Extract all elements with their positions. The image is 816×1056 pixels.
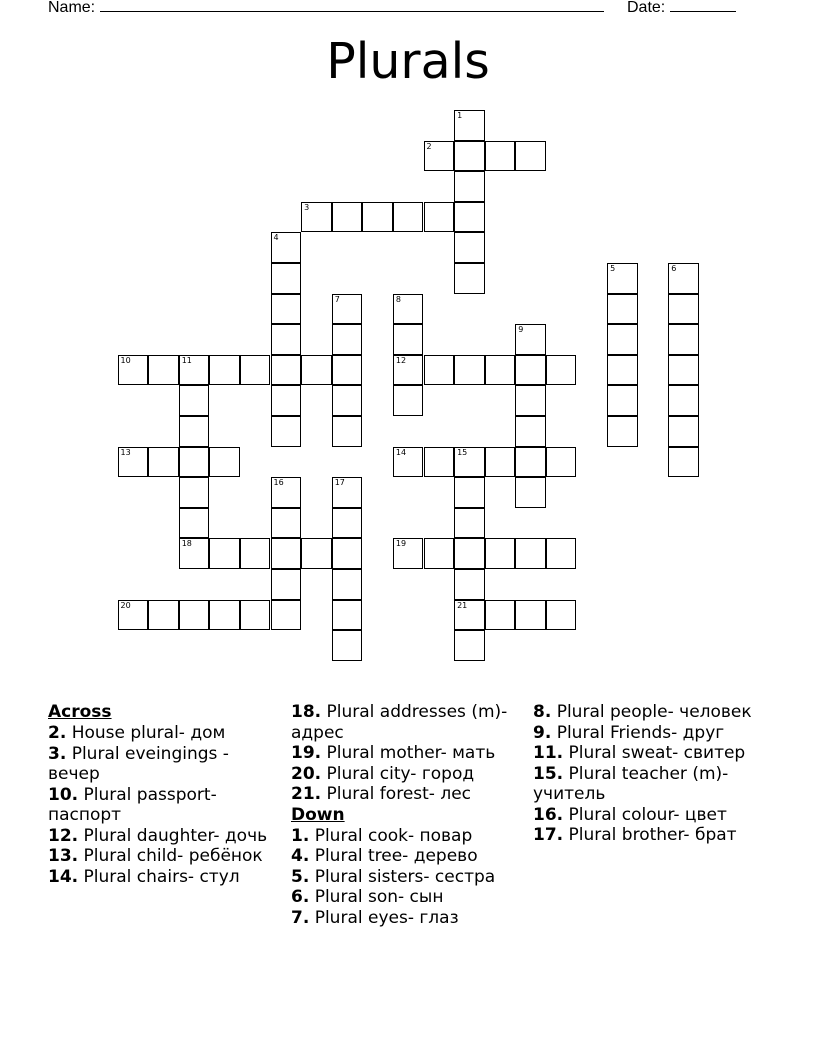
clue-number: 15 [457,447,468,457]
crossword-cell[interactable] [393,385,424,416]
crossword-cell[interactable] [393,538,424,569]
clue-number: 5 [610,264,616,273]
clue-number: 18 [181,539,192,549]
down-clues-column-3 [533,702,765,846]
crossword-cell[interactable] [485,355,516,386]
crossword-cell[interactable] [118,447,149,478]
clue-number: 15. [533,763,564,784]
crossword-cell[interactable] [607,294,638,325]
crossword-cell[interactable] [271,232,302,263]
clue-number: 20. [291,763,322,784]
crossword-cell[interactable] [332,569,363,600]
crossword-cell[interactable] [148,600,179,631]
crossword-cell[interactable] [332,600,363,631]
across-clue [291,743,523,764]
crossword-cell[interactable] [424,141,455,172]
across-clue [48,744,280,785]
crossword-cell[interactable] [271,477,302,508]
clue-number: 4. [291,846,310,866]
crossword-cell[interactable] [209,538,240,569]
crossword-cell[interactable] [607,416,638,447]
crossword-cell[interactable] [454,141,485,172]
crossword-cell[interactable] [607,263,638,294]
clue-text: Plural mother- мать [321,743,496,763]
clue-number: 19 [395,539,407,549]
crossword-cell[interactable] [271,324,302,355]
crossword-cell[interactable] [118,355,149,386]
clue-number: 18. [291,702,322,722]
crossword-cell[interactable] [240,600,271,631]
crossword-cell[interactable] [393,355,424,386]
crossword-cell[interactable] [515,600,546,631]
across-clue [291,764,523,785]
crossword-cell[interactable] [301,202,332,233]
crossword-cell[interactable] [668,355,699,386]
crossword-cell[interactable] [179,416,210,447]
crossword-cell[interactable] [179,385,210,416]
name-label: Name: [48,0,96,16]
clue-number: 12 [395,355,407,365]
clue-number: 21 [457,600,468,610]
clue-number: 16 [273,478,284,488]
crossword-cell[interactable] [393,202,424,233]
crossword-cell[interactable] [362,202,393,233]
down-clue [291,846,523,867]
crossword-cell[interactable] [515,447,546,478]
clue-number: 5. [291,866,310,887]
crossword-cell[interactable] [209,600,240,631]
crossword-cell[interactable] [454,630,485,661]
clue-number: 11. [533,743,564,763]
clue-number: 17. [533,825,564,845]
crossword-cell[interactable] [454,355,485,386]
crossword-cell[interactable] [454,202,485,233]
clue-number: 16. [533,804,564,825]
down-clue [291,867,523,888]
across-clue [48,846,280,867]
crossword-cell[interactable] [332,202,363,233]
clue-number: 14 [395,447,407,457]
clue-number: 3. [48,743,67,764]
crossword-cell[interactable] [515,416,546,447]
clue-text: Plural passport- паспорт [48,784,217,825]
across-clue [291,784,523,805]
date-label: Date: [627,0,666,16]
clue-number: 13 [120,447,131,457]
crossword-cell[interactable] [485,600,516,631]
crossword-cell[interactable] [424,355,455,386]
clue-number: 1. [291,825,310,846]
crossword-cell[interactable] [332,416,363,447]
across-clue [48,867,280,888]
clue-text: Plural child- ребёнок [78,846,263,866]
down-clue [533,723,765,744]
clue-text: Plural eveingings - вечер [48,743,229,784]
crossword-cell[interactable] [424,538,455,569]
clue-text: Plural brother- брат [563,825,737,845]
crossword-cell[interactable] [271,355,302,386]
clue-text: Plural daughter- дочь [78,825,268,846]
crossword-cell[interactable] [271,600,302,631]
crossword-cell[interactable] [668,294,699,325]
clue-number: 9 [518,325,524,335]
across-heading: Across [48,702,112,722]
crossword-cell[interactable] [332,508,363,539]
clue-text: Plural addresses (m)- адрес [291,702,508,743]
down-clue [533,764,765,805]
crossword-cell[interactable] [454,600,485,631]
down-clue [533,743,765,764]
clues-column-2 [291,702,523,928]
crossword-cell[interactable] [179,477,210,508]
clue-text: Plural city- город [321,763,475,784]
crossword-cell[interactable] [209,447,240,478]
crossword-cell[interactable] [301,355,332,386]
crossword-cell[interactable] [607,324,638,355]
clue-number: 13. [48,846,79,866]
down-clue [533,702,765,723]
crossword-cell[interactable] [515,385,546,416]
crossword-cell[interactable] [607,355,638,386]
clue-number: 20 [120,600,131,610]
crossword-cell[interactable] [271,416,302,447]
clue-number: 19. [291,743,322,763]
crossword-cell[interactable] [546,447,577,478]
crossword-cell[interactable] [485,447,516,478]
clue-number: 14. [48,866,79,887]
crossword-cell[interactable] [515,324,546,355]
crossword-cell[interactable] [454,569,485,600]
crossword-cell[interactable] [424,202,455,233]
clue-text: Plural son- сын [309,887,444,907]
clue-number: 8 [395,294,401,304]
crossword-cell[interactable] [393,294,424,325]
crossword-cell[interactable] [424,447,455,478]
across-clues-column-1 [48,702,280,887]
clue-text: Plural tree- дерево [309,846,478,866]
crossword-cell[interactable] [179,355,210,386]
crossword-cell[interactable] [546,600,577,631]
clue-number: 1 [457,111,463,120]
clue-text: Plural teacher (m)- учитель [533,763,729,804]
clue-text: Plural colour- цвет [563,804,727,825]
clue-number: 21. [291,784,322,804]
crossword-cell[interactable] [148,447,179,478]
clue-number: 8. [533,702,552,722]
crossword-cell[interactable] [271,385,302,416]
crossword-cell[interactable] [332,630,363,661]
crossword-cell[interactable] [332,324,363,355]
crossword-cell[interactable] [668,416,699,447]
crossword-cell[interactable] [546,538,577,569]
crossword-cell[interactable] [179,538,210,569]
clue-text: Plural eyes- глаз [309,907,459,928]
down-clue [533,825,765,846]
crossword-cell[interactable] [148,355,179,386]
clue-number: 6 [671,264,677,273]
across-clue [48,785,280,826]
clue-number: 3 [304,202,310,212]
crossword-cell[interactable] [515,477,546,508]
clue-text: Plural cook- повар [309,825,473,846]
crossword-cell[interactable] [515,538,546,569]
across-clue [48,723,280,744]
crossword-cell[interactable] [515,355,546,386]
clue-number: 6. [291,887,310,907]
clue-number: 11 [181,355,192,365]
clue-number: 7 [334,294,340,304]
crossword-cell[interactable] [179,508,210,539]
crossword-cell[interactable] [454,263,485,294]
clue-text: House plural- дом [66,723,226,743]
across-clue [291,702,523,743]
clue-text: Plural Friends- друг [551,722,725,743]
clue-number: 2. [48,723,67,743]
crossword-cell[interactable] [271,508,302,539]
crossword-cell[interactable] [454,538,485,569]
crossword-cell[interactable] [118,600,149,631]
crossword-cell[interactable] [179,447,210,478]
crossword-cell[interactable] [454,447,485,478]
crossword-cell[interactable] [668,324,699,355]
clue-number: 2 [426,141,432,151]
clue-text: Plural sweat- свитер [563,743,746,763]
crossword-cell[interactable] [668,385,699,416]
crossword-cell[interactable] [332,355,363,386]
crossword-cell[interactable] [454,110,485,141]
crossword-cell[interactable] [179,600,210,631]
crossword-cell[interactable] [393,447,424,478]
crossword-cell[interactable] [454,232,485,263]
page-title: Plurals [326,33,490,90]
clue-number: 17 [334,478,345,488]
down-heading: Down [291,804,345,825]
crossword-cell[interactable] [668,447,699,478]
crossword-cell[interactable] [271,263,302,294]
crossword-cell[interactable] [271,294,302,325]
clue-number: 4 [273,233,279,243]
crossword-cell[interactable] [454,477,485,508]
crossword-cell[interactable] [301,538,332,569]
crossword-cell[interactable] [393,324,424,355]
crossword-cell[interactable] [332,294,363,325]
crossword-cell[interactable] [271,538,302,569]
crossword-cell[interactable] [515,141,546,172]
clue-number: 7. [291,907,310,928]
crossword-cell[interactable] [607,385,638,416]
crossword-cell[interactable] [454,171,485,202]
down-clue [291,826,523,847]
clue-text: Plural people- человек [551,702,752,722]
crossword-cell[interactable] [454,508,485,539]
down-clue [291,887,523,908]
crossword-cell[interactable] [546,355,577,386]
across-clue [48,826,280,847]
crossword-cell[interactable] [332,538,363,569]
crossword-cell[interactable] [332,477,363,508]
clue-number: 12. [48,825,79,846]
clue-number: 10 [120,355,131,365]
clue-text: Plural chairs- стул [78,866,240,887]
crossword-cell[interactable] [485,538,516,569]
crossword-cell[interactable] [485,141,516,172]
down-clue [533,805,765,826]
clue-text: Plural sisters- сестра [309,866,496,887]
crossword-cell[interactable] [332,385,363,416]
crossword-cell[interactable] [271,569,302,600]
down-clue [291,908,523,929]
crossword-cell[interactable] [668,263,699,294]
crossword-cell[interactable] [240,355,271,386]
clue-text: Plural forest- лес [321,784,472,804]
crossword-cell[interactable] [209,355,240,386]
crossword-cell[interactable] [240,538,271,569]
clue-number: 9. [533,722,552,743]
clue-number: 10. [48,784,79,805]
